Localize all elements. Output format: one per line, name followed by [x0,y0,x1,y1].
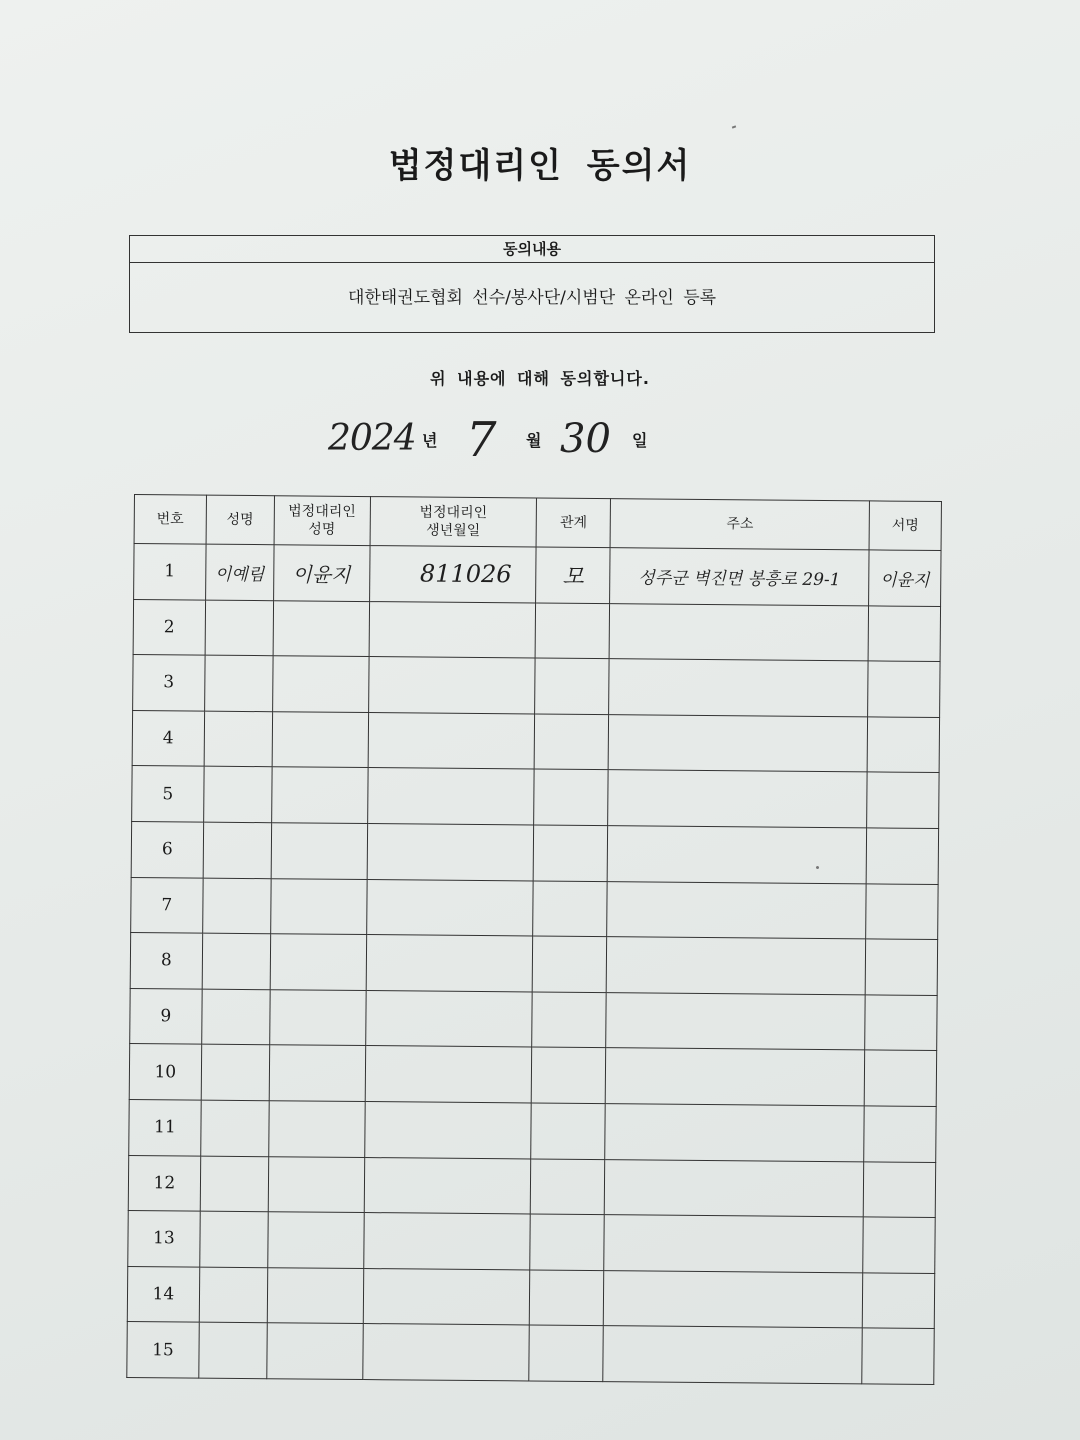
cell-number: 14 [127,1266,199,1322]
cell-relation [530,1270,604,1326]
cell-guardian-birth [366,879,533,936]
table-row [131,877,938,940]
cell-signature [866,828,938,884]
cell-number: 15 [127,1322,199,1378]
cell-signature [868,606,940,662]
date-year-label: 년 [422,431,438,450]
cell-name [203,822,271,878]
cell-guardian-name [272,656,368,712]
table-row [129,1044,936,1107]
cell-relation [534,769,608,825]
cell-guardian-birth [364,1157,531,1214]
cell-signature [862,1273,934,1329]
date-row [0,410,1080,470]
cell-guardian-birth [368,657,535,714]
cell-guardian-birth: 811026 [369,546,536,603]
cell-signature [867,772,939,828]
cell-guardian-name [270,878,366,934]
table-row [130,933,937,996]
header-relation: 관계 [536,498,610,548]
header-address: 주소 [610,499,869,550]
cell-guardian-birth [367,824,534,881]
cell-signature [866,883,938,939]
cell-address [605,1048,864,1106]
paper-speck [732,125,736,128]
date-year-value: 2024 [328,418,416,459]
cell-guardian-birth [362,1324,529,1381]
table-row [127,1266,934,1329]
cell-signature [868,661,940,717]
cell-name [203,766,271,822]
table-row [130,988,937,1051]
cell-number: 3 [133,655,205,711]
cell-name [199,1322,267,1378]
cell-address [606,992,865,1050]
cell-guardian-name: 이윤지 [273,545,369,601]
header-name: 성명 [206,495,274,545]
cell-guardian-name [267,1323,363,1379]
cell-number: 13 [128,1211,200,1267]
cell-number: 8 [130,933,202,989]
table-row [133,599,940,662]
consent-header: 동의내용 [130,236,934,263]
cell-guardian-birth [365,1046,532,1103]
cell-address: 성주군 벽진면 봉흥로 29-1 [610,548,869,606]
cell-address [608,714,867,772]
table-row [128,1155,935,1218]
cell-number: 4 [132,710,204,766]
date-month-label: 월 [526,431,542,450]
cell-address [604,1215,863,1273]
cell-guardian-name [269,1045,365,1101]
cell-address [607,881,866,939]
cell-relation [535,658,609,714]
table-row [134,544,941,607]
cell-address [604,1159,863,1217]
header-signature: 서명 [869,501,941,551]
cell-relation [531,1159,605,1215]
cell-signature [865,939,937,995]
header-number: 번호 [134,495,206,545]
date-month-value: 7 [466,412,497,468]
cell-address [607,826,866,884]
cell-guardian-name [271,823,367,879]
cell-relation [530,1214,604,1270]
cell-number: 12 [128,1155,200,1211]
cell-number: 5 [132,766,204,822]
date-day-label: 일 [632,431,648,450]
cell-name [205,600,273,656]
cell-name: 이예림 [205,544,273,600]
cell-guardian-birth [369,601,536,658]
cell-guardian-name [272,711,368,767]
cell-signature [863,1161,935,1217]
cell-signature [864,1050,936,1106]
cell-name [201,1044,269,1100]
cell-guardian-birth [368,712,535,769]
table-row [133,655,940,718]
cell-relation [536,603,610,659]
document-title: 법정대리인 동의서 [388,146,692,186]
header-guardian-name: 법정대리인 성명 [274,496,370,546]
table-header-row [134,495,941,551]
header-guardian-birth: 법정대리인 생년월일 [370,497,537,547]
cell-guardian-birth [365,990,532,1047]
cell-signature [865,995,937,1051]
cell-guardian-name [267,1267,363,1323]
cell-relation [533,881,607,937]
cell-name [202,878,270,934]
cell-name [202,933,270,989]
cell-name [204,711,272,767]
table-row [127,1322,934,1385]
cell-signature [862,1328,934,1384]
cell-guardian-name [273,600,369,656]
cell-name [201,1100,269,1156]
cell-guardian-birth [366,935,533,992]
cell-relation [535,714,609,770]
cell-signature [867,717,939,773]
cell-address [609,659,868,717]
cell-guardian-name [271,767,367,823]
cell-address [603,1270,862,1328]
cell-address [605,1104,864,1162]
cell-relation [529,1325,603,1381]
cell-number: 9 [130,988,202,1044]
cell-relation [534,825,608,881]
cell-signature [863,1217,935,1273]
cell-address [608,770,867,828]
cell-number: 6 [131,821,203,877]
cell-guardian-birth [363,1268,530,1325]
cell-number: 11 [129,1099,201,1155]
consent-box [129,235,935,333]
cell-relation [531,1103,605,1159]
cell-guardian-name [269,989,365,1045]
cell-relation [532,992,606,1048]
cell-name [200,1156,268,1212]
registration-table [126,494,942,1385]
cell-guardian-name [268,1101,364,1157]
cell-guardian-birth [364,1101,531,1158]
cell-name [204,655,272,711]
cell-relation [532,1047,606,1103]
cell-number: 2 [133,599,205,655]
consent-content: 대한태권도협회 선수/봉사단/시범단 온라인 등록 [347,288,717,308]
cell-signature [864,1106,936,1162]
cell-guardian-birth [367,768,534,825]
agreement-statement: 위 내용에 대해 동의합니다. [430,369,650,388]
table-row [131,821,938,884]
cell-address [606,937,865,995]
cell-name [200,1211,268,1267]
cell-address [609,603,868,661]
table-row [128,1211,935,1274]
cell-guardian-name [268,1156,364,1212]
cell-number: 1 [134,544,206,600]
cell-number: 7 [131,877,203,933]
table-row [129,1099,936,1162]
cell-name [199,1267,267,1323]
cell-signature: 이윤지 [869,550,941,606]
table-row [132,766,939,829]
cell-guardian-name [270,934,366,990]
cell-number: 10 [129,1044,201,1100]
cell-guardian-birth [363,1213,530,1270]
cell-address [603,1326,862,1384]
cell-name [202,989,270,1045]
cell-guardian-name [267,1212,363,1268]
cell-relation [533,936,607,992]
table-row [132,710,939,773]
date-day-value: 30 [560,416,611,462]
cell-relation: 모 [536,547,610,603]
